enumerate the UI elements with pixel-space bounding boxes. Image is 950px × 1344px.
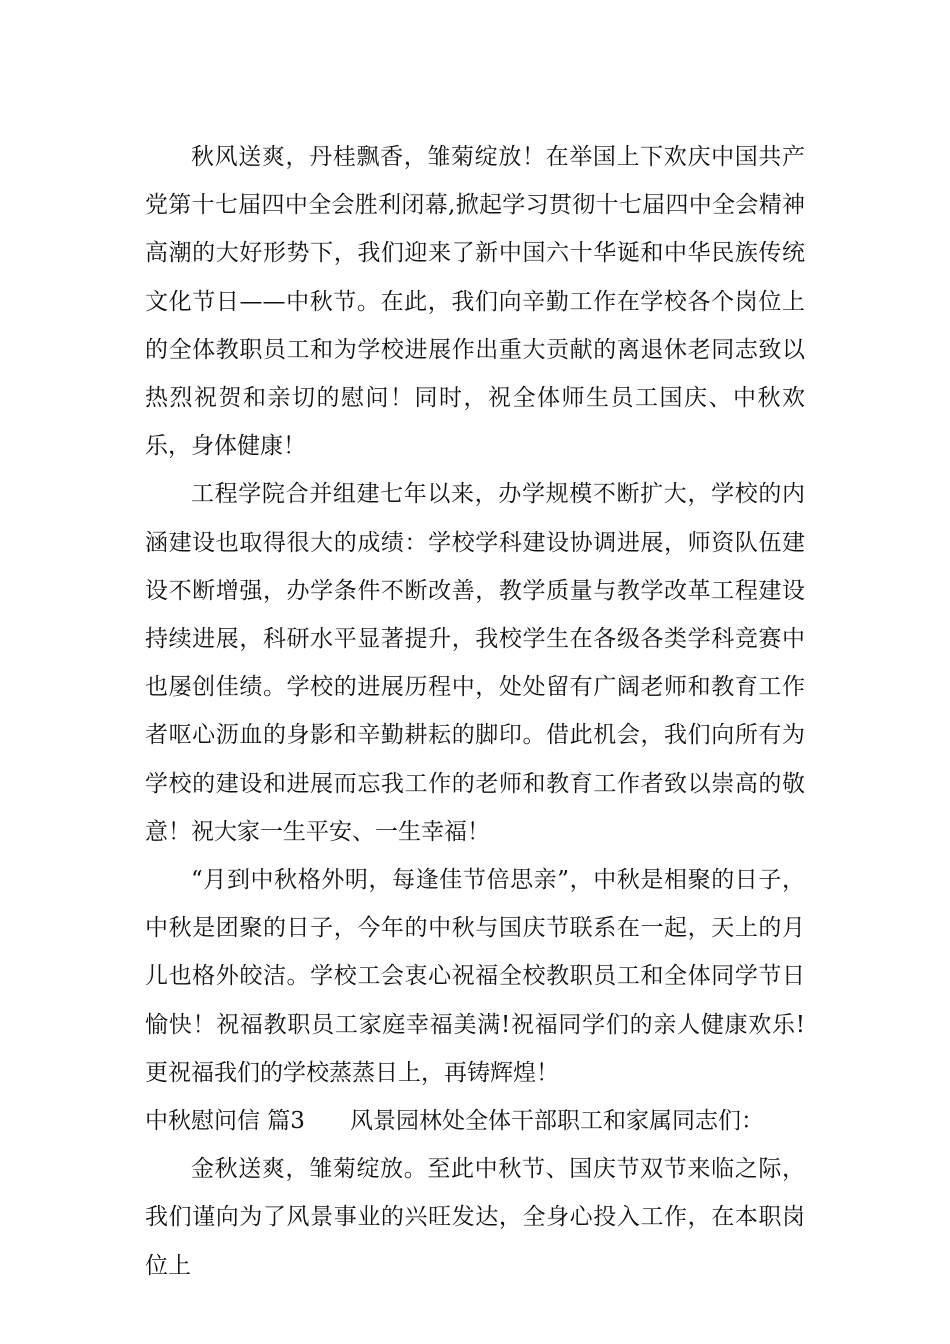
paragraph-3: “月到中秋格外明，每逢佳节倍思亲”，中秋是相聚的日子，中秋是团聚的日子，今年的中秋与国庆节联系在一起，天上的月儿也格外皎洁。学校工会衷心祝福全校教职员工和全体同学节日愉快！祝福教职员工家庭幸福美满!祝福同学们的亲人健康欢乐!更祝福我们的学校蒸蒸日上，再铸辉煌！ bbox=[145, 867, 805, 1086]
paragraph-2: 工程学院合并组建七年以来，办学规模不断扩大，学校的内涵建设也取得很大的成绩：学校学科建设协调进展，师资队伍建设不断增强，办学条件不断改善，教学质量与教学改革工程建设持续进展，科研水平显著提升，我校学生在各级各类学科竞赛中也屡创佳绩。学校的进展历程中，处处留有广阔老师和教育工作者呕心沥血的身影和辛勤耕耘的脚印。借此机会，我们向所有为学校的建设和进展而忘我工作的老师和教育工作者致以崇高的敬意！祝大家一生平安、一生幸福！ bbox=[145, 481, 805, 845]
section-heading bbox=[145, 1097, 805, 1145]
salutation: 风景园林处全体干部职工和家属同志们： bbox=[350, 1108, 764, 1135]
document-body bbox=[145, 133, 805, 1290]
paragraph-4: 金秋送爽，雏菊绽放。至此中秋节、国庆节双节来临之际，我们谨向为了风景事业的兴旺发达，全身心投入工作，在本职岗位上 bbox=[145, 1156, 805, 1279]
paragraph-1: 秋风送爽，丹桂飘香，雏菊绽放！在举国上下欢庆中国共产党第十七届四中全会胜利闭幕,掀起学习贯彻十七届四中全会精神高潮的大好形势下，我们迎来了新中国六十华诞和中华民族传统文化节日——中秋节。在此，我们向辛勤工作在学校各个岗位上的全体教职员工和为学校进展作出重大贡献的离退休老同志致以热烈祝贺和亲切的慰问！同时，祝全体师生员工国庆、中秋欢乐，身体健康！ bbox=[145, 144, 805, 460]
section-title: 中秋慰问信 篇3 bbox=[145, 1108, 305, 1135]
